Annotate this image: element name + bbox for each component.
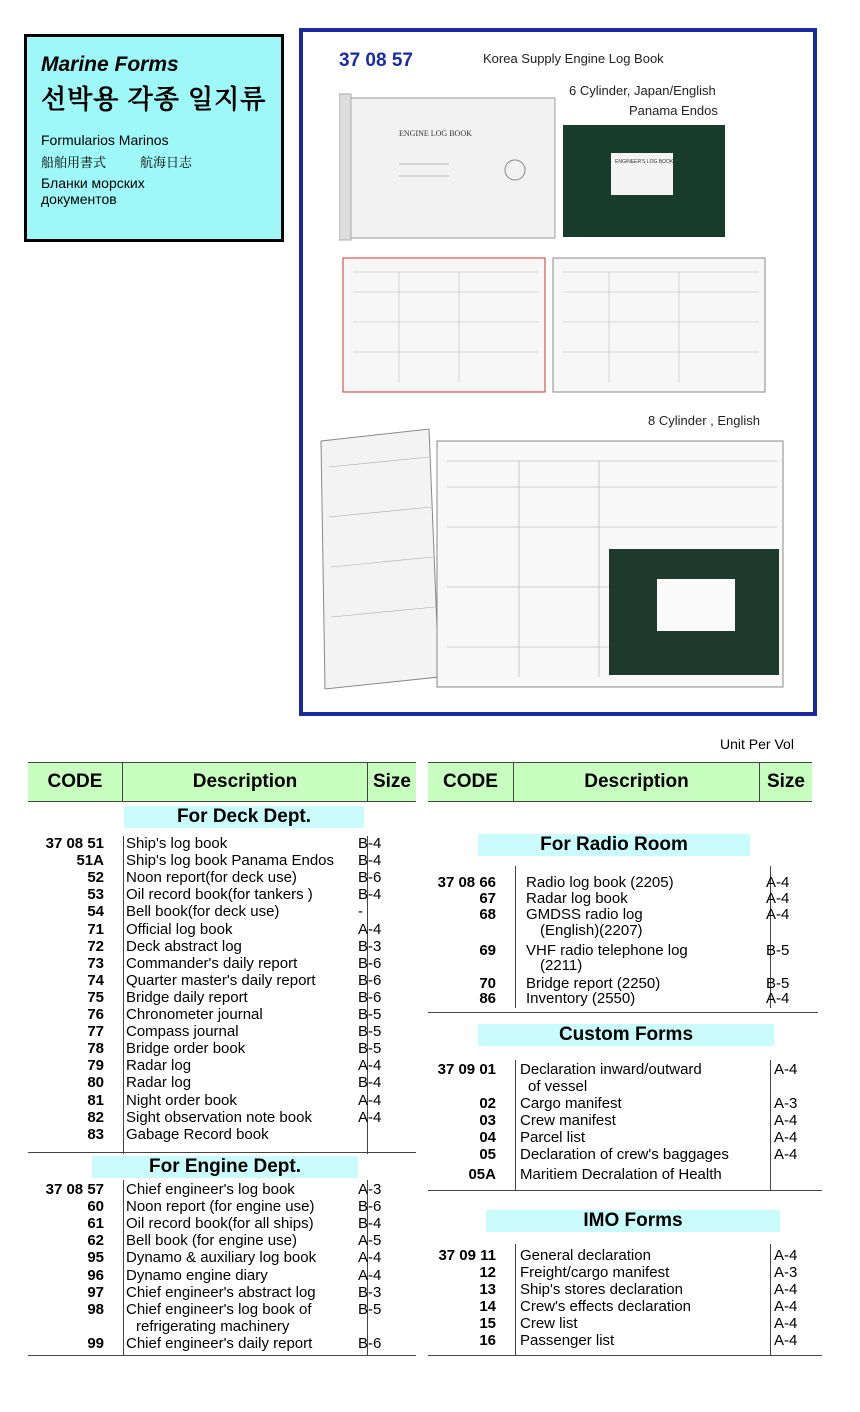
row-code: 69	[479, 942, 496, 959]
row-description: Oil record book(for tankers )	[126, 886, 313, 904]
table-row	[28, 1301, 390, 1318]
table-row	[428, 1298, 802, 1315]
table-row	[28, 1284, 390, 1301]
row-description: Maritiem Decralation of Health	[520, 1166, 722, 1183]
row-size: A-3	[774, 1263, 798, 1281]
row-description: Sight observation note book	[126, 1108, 312, 1126]
table-row	[28, 1249, 390, 1266]
table-row	[28, 886, 390, 903]
header-size: Size	[372, 771, 412, 792]
section-deck: For Deck Dept.	[124, 806, 364, 828]
row-description: Bell book (for engine use)	[126, 1232, 297, 1250]
row-size: A-4	[774, 1297, 798, 1315]
table-row	[28, 869, 390, 886]
row-code: 14	[479, 1297, 496, 1315]
row-code: 78	[87, 1040, 104, 1058]
row-description: Chronometer journal	[126, 1006, 263, 1023]
row-code: 98	[87, 1300, 104, 1318]
row-description: Quarter master's daily report	[126, 971, 316, 989]
row-size: B-5	[766, 942, 790, 959]
row-size: B-6	[358, 988, 382, 1006]
table-row	[28, 1267, 390, 1284]
row-code: 53	[87, 886, 104, 904]
title-spanish: Formularios Marinos	[41, 132, 169, 148]
row-code	[428, 957, 496, 974]
table-row	[28, 1074, 390, 1091]
row-size: A-4	[358, 920, 382, 938]
table-row	[428, 906, 802, 923]
row-description: refrigerating machinery	[136, 1317, 290, 1335]
row-size: B-6	[358, 1198, 382, 1216]
table-row	[28, 1232, 390, 1249]
row-size: A-4	[766, 990, 790, 1007]
unit-note: Unit Per Vol	[720, 736, 794, 752]
row-size: A-4	[766, 906, 790, 923]
row-size: A-4	[774, 1112, 798, 1129]
table-row	[28, 921, 390, 938]
row-code: 67	[479, 890, 496, 907]
row-size: -	[358, 903, 363, 921]
row-description: Chief engineer's log book	[126, 1181, 295, 1198]
table-row	[28, 1109, 390, 1126]
row-size	[762, 1078, 802, 1095]
row-code: 76	[87, 1006, 104, 1023]
product-code: 37 08 57	[339, 50, 413, 71]
row-description: Bell book(for deck use)	[126, 903, 280, 921]
row-code: 60	[87, 1198, 104, 1216]
section-engine: For Engine Dept.	[92, 1156, 358, 1178]
header-size: Size	[766, 771, 806, 792]
row-code: 74	[87, 971, 104, 989]
table-row	[28, 1023, 390, 1040]
row-size: A-4	[774, 1331, 798, 1349]
row-description: Cargo manifest	[520, 1095, 622, 1112]
row-description: Ship's log book	[126, 835, 228, 852]
row-description: GMDSS radio log	[526, 906, 643, 923]
title-english: Marine Forms	[41, 53, 179, 76]
row-size: A-3	[358, 1181, 382, 1198]
row-size	[350, 1126, 390, 1143]
row-description: Dynamo & auxiliary log book	[126, 1249, 317, 1267]
title-korean: 선박용 각종 일지류	[41, 84, 267, 114]
table-row	[428, 1061, 802, 1078]
row-code: 68	[479, 906, 496, 923]
table-row	[428, 1332, 802, 1349]
photo-caption-1: Korea Supply Engine Log Book	[483, 51, 664, 66]
row-code: 51A	[76, 852, 104, 870]
table-row	[28, 1126, 390, 1143]
table-row	[28, 852, 390, 869]
row-code: 02	[479, 1095, 496, 1112]
row-description: Dynamo engine diary	[126, 1266, 268, 1284]
row-code: 75	[87, 988, 104, 1006]
photo-caption-2: 6 Cylinder, Japan/English	[569, 83, 716, 98]
row-size: B-5	[358, 1040, 382, 1058]
row-code: 81	[87, 1091, 104, 1109]
row-size: A-4	[766, 874, 790, 891]
header-code: CODE	[428, 763, 514, 801]
table-row	[28, 1006, 390, 1023]
row-size: A-4	[358, 1266, 382, 1284]
table-row	[428, 990, 802, 1007]
row-description: Commander's daily report	[126, 954, 298, 972]
left-table-header	[28, 762, 416, 802]
row-code: 37 08 57	[45, 1181, 104, 1198]
row-size: A-5	[358, 1232, 382, 1250]
divider	[428, 1190, 822, 1191]
row-description: Chief engineer's abstract log	[126, 1283, 316, 1301]
book-title: ENGINE LOG BOOK	[399, 129, 472, 138]
table-row	[28, 1318, 390, 1335]
table-row	[28, 1092, 390, 1109]
row-description: Noon report(for deck use)	[126, 869, 297, 887]
row-code: 37 09 01	[437, 1061, 496, 1078]
row-code: 12	[479, 1263, 496, 1281]
row-size: A-4	[774, 1280, 798, 1298]
table-row	[28, 1198, 390, 1215]
row-size: B-4	[358, 1074, 382, 1092]
row-size: B-5	[358, 1006, 382, 1023]
table-row	[428, 1146, 802, 1163]
row-code: 95	[87, 1249, 104, 1267]
table-row	[428, 874, 802, 891]
row-size: B-4	[358, 1215, 382, 1233]
row-code	[28, 1318, 104, 1335]
row-description: Radar log	[126, 1057, 192, 1075]
row-size: B-5	[358, 1300, 382, 1318]
divider	[428, 1012, 818, 1013]
row-code: 79	[87, 1057, 104, 1075]
row-size: B-6	[358, 954, 382, 972]
row-size: B-4	[358, 886, 382, 904]
section-custom: Custom Forms	[478, 1024, 774, 1046]
row-size: B-4	[358, 852, 382, 870]
eight-cylinder-log-book-photo	[319, 427, 789, 697]
row-description: Crew list	[520, 1314, 578, 1332]
header-description: Description	[123, 763, 368, 801]
row-code: 04	[479, 1129, 496, 1146]
row-size: A-4	[774, 1247, 798, 1264]
row-size	[762, 1166, 802, 1183]
table-row	[428, 957, 802, 974]
table-row	[428, 1281, 802, 1298]
row-size: B-6	[358, 869, 382, 887]
row-code: 62	[87, 1232, 104, 1250]
table-row	[28, 1181, 390, 1198]
row-description: Radar log	[126, 1074, 192, 1092]
row-size: A-4	[774, 1314, 798, 1332]
row-description: Parcel list	[520, 1129, 586, 1146]
row-code: 80	[87, 1074, 104, 1092]
log-book-spread-photo	[339, 252, 769, 397]
row-code: 71	[87, 920, 104, 938]
row-code: 03	[479, 1112, 496, 1129]
photo-caption-3: Panama Endos	[629, 103, 718, 118]
row-code: 72	[87, 937, 104, 955]
table-row	[428, 1247, 802, 1264]
row-size: A-4	[358, 1108, 382, 1126]
row-description: Deck abstract log	[126, 937, 242, 955]
row-description: Declaration of crew's baggages	[520, 1146, 729, 1163]
row-size: A-4	[358, 1091, 382, 1109]
table-row	[428, 1129, 802, 1146]
row-code: 96	[87, 1266, 104, 1284]
row-description: Bridge order book	[126, 1040, 246, 1058]
header-description: Description	[514, 763, 760, 801]
row-code: 73	[87, 954, 104, 972]
row-size: B-3	[358, 937, 382, 955]
table-row	[28, 972, 390, 989]
row-size: B-6	[358, 1334, 382, 1352]
table-row	[28, 1335, 390, 1352]
table-row	[428, 1095, 802, 1112]
row-description: of vessel	[528, 1078, 588, 1095]
row-description: Noon report (for engine use)	[126, 1198, 315, 1216]
title-box	[24, 34, 284, 242]
row-code: 61	[87, 1215, 104, 1233]
row-description: Ship's log book Panama Endos	[126, 852, 335, 870]
row-code: 15	[479, 1314, 496, 1332]
row-description: Crew's effects declaration	[520, 1297, 691, 1315]
row-description: VHF radio telephone log	[526, 942, 688, 959]
divider	[28, 1152, 416, 1153]
row-description: Ship's stores declaration	[520, 1280, 683, 1298]
table-row	[428, 1315, 802, 1332]
row-description: Inventory (2550)	[526, 990, 636, 1007]
table-row	[428, 922, 802, 939]
table-row	[428, 1112, 802, 1129]
photo-caption-4: 8 Cylinder , English	[648, 413, 760, 428]
table-row	[28, 989, 390, 1006]
row-size: A-4	[358, 1057, 382, 1075]
row-description: Chief engineer's log book of	[126, 1300, 312, 1318]
row-code	[428, 922, 496, 939]
product-photo-panel	[299, 28, 817, 716]
header-code: CODE	[28, 763, 123, 801]
row-size	[762, 957, 802, 974]
table-row	[28, 955, 390, 972]
table-row	[28, 835, 390, 852]
row-code: 70	[479, 975, 496, 992]
row-description: Night order book	[126, 1091, 237, 1109]
row-description: Freight/cargo manifest	[520, 1263, 670, 1281]
row-size: A-4	[774, 1129, 798, 1146]
row-code: 83	[87, 1125, 104, 1143]
row-code: 13	[479, 1280, 496, 1298]
row-description: Bridge report (2250)	[526, 975, 661, 992]
row-description: General declaration	[520, 1247, 651, 1264]
row-code: 37 08 51	[45, 835, 104, 852]
table-row	[28, 903, 390, 920]
row-code: 37 08 66	[437, 874, 496, 891]
section-imo: IMO Forms	[486, 1210, 780, 1232]
cover-label: ENGINEER'S LOG BOOK	[615, 159, 674, 165]
section-radio: For Radio Room	[478, 834, 750, 856]
row-code: 54	[87, 903, 104, 921]
row-description: Official log book	[126, 920, 233, 938]
table-row	[28, 1040, 390, 1057]
title-russian: Бланки морских документов	[41, 175, 145, 207]
row-size	[762, 922, 802, 939]
row-size: B-4	[358, 835, 382, 852]
row-size: B-3	[358, 1283, 382, 1301]
row-code: 52	[87, 869, 104, 887]
table-row	[428, 1166, 802, 1183]
title-chinese-2: 航海日志	[140, 155, 193, 170]
row-description: Gabage Record book	[126, 1125, 269, 1143]
divider	[28, 1355, 416, 1356]
row-description: Bridge daily report	[126, 988, 248, 1006]
divider	[428, 1355, 822, 1356]
row-description: (2211)	[540, 957, 583, 974]
table-row	[28, 1215, 390, 1232]
row-size: A-3	[774, 1095, 798, 1112]
row-code	[428, 1078, 496, 1095]
table-row	[28, 1057, 390, 1074]
log-book-cover-photo	[339, 92, 559, 242]
row-code: 82	[87, 1108, 104, 1126]
table-row	[428, 1264, 802, 1281]
row-size: B-5	[358, 1023, 382, 1041]
table-row	[428, 890, 802, 907]
row-code: 37 09 11	[438, 1247, 496, 1264]
row-description: Crew manifest	[520, 1112, 616, 1129]
right-table-header	[428, 762, 812, 802]
row-description: Oil record book(for all ships)	[126, 1215, 314, 1233]
title-chinese	[41, 152, 267, 171]
engineer-log-book-cover-photo	[563, 125, 725, 237]
table-row	[428, 1078, 802, 1095]
row-size: A-4	[774, 1146, 798, 1163]
row-code: 05A	[468, 1166, 496, 1183]
table-row	[28, 938, 390, 955]
row-size: A-4	[358, 1249, 382, 1267]
row-description: (English)(2207)	[540, 922, 643, 939]
row-size: A-4	[774, 1061, 798, 1078]
row-size: B-6	[358, 971, 382, 989]
row-description: Compass journal	[126, 1023, 239, 1041]
row-description: Passenger list	[520, 1331, 615, 1349]
row-code: 16	[479, 1331, 496, 1349]
row-code: 86	[479, 990, 496, 1007]
row-description: Chief engineer's daily report	[126, 1334, 313, 1352]
row-description: Radio log book (2205)	[526, 874, 674, 891]
row-size: B-5	[766, 975, 790, 992]
row-code: 99	[87, 1334, 104, 1352]
row-size	[350, 1318, 390, 1335]
row-code: 05	[479, 1146, 496, 1163]
row-size: A-4	[766, 890, 790, 907]
title-chinese-1: 船舶用書式	[41, 155, 107, 170]
row-description: Declaration inward/outward	[520, 1061, 702, 1078]
row-code: 97	[87, 1283, 104, 1301]
row-code: 77	[87, 1023, 104, 1041]
row-description: Radar log book	[526, 890, 628, 907]
